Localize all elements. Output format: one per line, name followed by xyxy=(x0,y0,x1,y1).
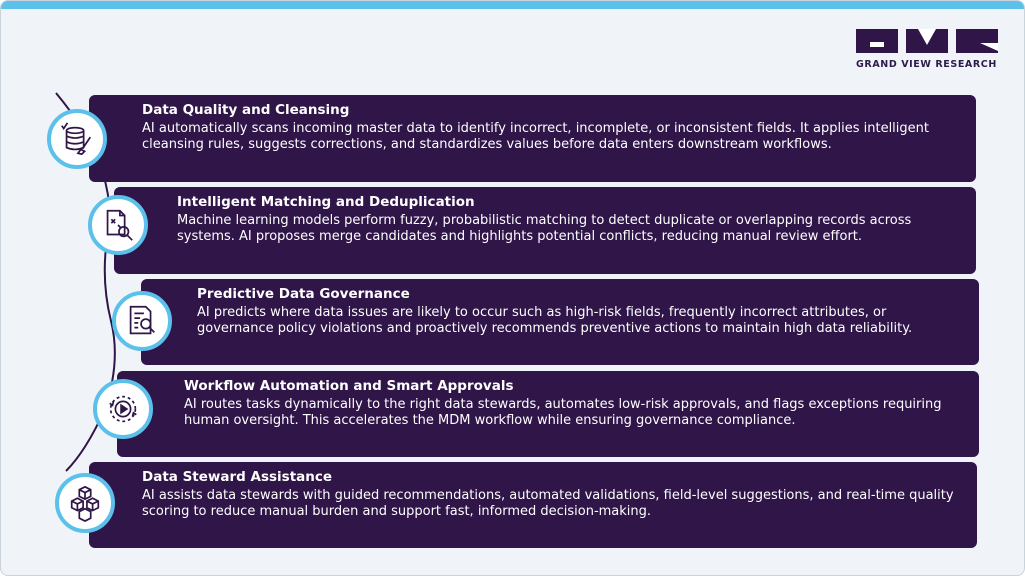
card-predictive-governance xyxy=(141,279,979,365)
card-matching-dedup xyxy=(114,187,976,274)
document-search-icon xyxy=(99,206,137,244)
card-title: Predictive Data Governance xyxy=(197,286,410,302)
report-magnifier-icon xyxy=(123,302,161,340)
card-icon-badge xyxy=(88,195,148,255)
card-steward-assistance xyxy=(89,462,977,548)
card-description: AI predicts where data issues are likely to occur such as high-risk fields, frequently incorrect attributes, or governance policy violations and proactively recommends preventive actions to maintain high data reliability. xyxy=(197,305,913,336)
card-description: AI automatically scans incoming master data to identify incorrect, incomplete, or inconsistent fields. It applies intelligent cleansing rules, suggests corrections, and standardizes values before data enters downstream workflows. xyxy=(142,121,929,152)
database-brush-icon xyxy=(58,120,96,158)
card-data-quality xyxy=(89,95,976,182)
card-title: Workflow Automation and Smart Approvals xyxy=(184,378,514,394)
card-description: AI routes tasks dynamically to the right data stewards, automates low-risk approvals, and flags exceptions requiring human oversight. This accelerates the MDM workflow while ensuring governance compliance. xyxy=(184,397,942,428)
card-workflow-automation xyxy=(117,371,979,457)
card-icon-badge xyxy=(112,291,172,351)
card-icon-badge xyxy=(93,379,153,439)
stacked-boxes-icon xyxy=(66,484,104,522)
automation-gear-icon xyxy=(104,390,142,428)
brand-name: GRAND VIEW RESEARCH xyxy=(856,59,997,70)
card-icon-badge xyxy=(55,473,115,533)
card-description: Machine learning models perform fuzzy, probabilistic matching to detect duplicate or overlapping records across systems. AI proposes merge candidates and highlights potential conflicts, reducing manual review effort. xyxy=(177,213,912,244)
card-title: Intelligent Matching and Deduplication xyxy=(177,194,475,210)
card-title: Data Steward Assistance xyxy=(142,469,333,485)
card-title: Data Quality and Cleansing xyxy=(142,102,350,118)
card-icon-badge xyxy=(47,109,107,169)
card-description: AI assists data stewards with guided recommendations, automated validations, field-level suggestions, and real-time quality scoring to reduce manual burden and support fast, informed decision-making. xyxy=(142,488,954,519)
